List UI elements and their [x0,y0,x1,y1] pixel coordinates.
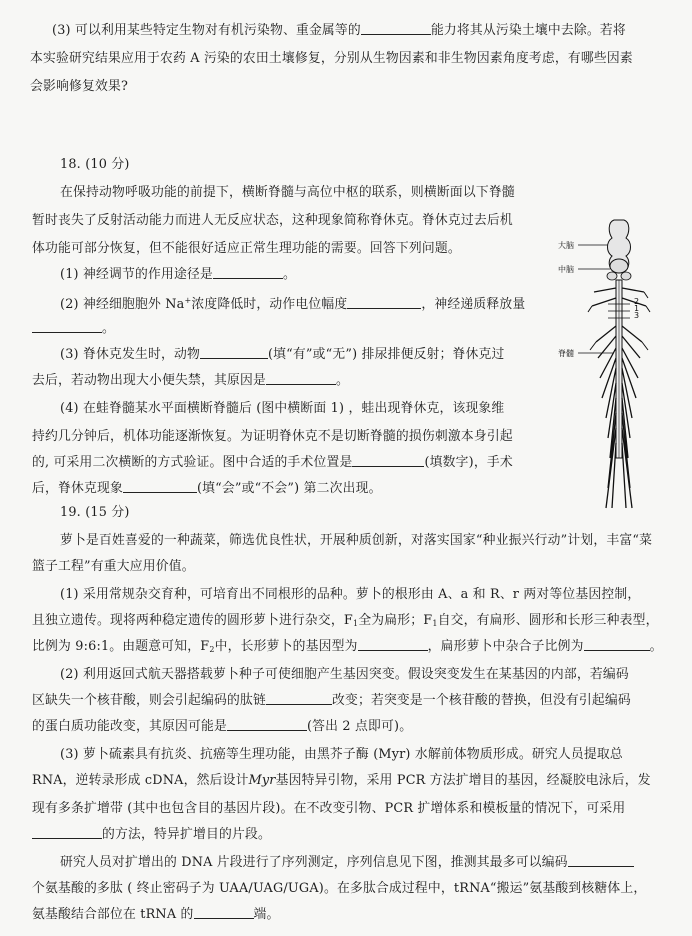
q18-part4-line2: 持约几分钟后，机体功能逐渐恢复。为证明脊休克不是切断脊髓的损伤刺激本身引起 [32,429,513,444]
label-brain: 大脑 [558,241,574,250]
answer-blank [584,638,650,651]
answer-blank [358,638,428,651]
q19-stem-line1: 萝卜是百姓喜爱的一种蔬菜，筛选优良性状，开展种质创新，对落实国家“种业振兴行动”计划，丰富“菜 [60,533,653,548]
q19-part2-line2 [32,692,631,710]
text: 的, 可采用二次横断的方式验证。图中合适的手术位置是 [32,455,353,470]
q18-stem-line2: 暂时丧失了反射活动能力而进人无反应状态，这种现象简称脊休克。脊休克过去后机 [32,213,513,228]
q18-part4-line4 [32,480,382,498]
answer-blank [200,346,268,359]
text: 。 [282,267,296,282]
text: 改变；若突变是一个核苷酸的替换，但没有引起编码 [331,693,631,708]
q19-part4-line3 [32,906,280,924]
text: 全为扁形；F [358,613,433,628]
text: 氨基酸结合部位在 tRNA 的 [32,907,194,922]
q18-stem-line3: 体功能可部分恢复，但不能很好适应正常生理功能的需要。回答下列问题。 [32,241,461,256]
q18-part1 [60,266,296,284]
q18-part3-line1 [60,346,505,364]
text: 后，脊休克现象 [32,481,123,496]
q19-part1-line3 [32,638,663,659]
q18-part4-line1: (4) 在蛙脊髓某水平面横断脊髓后 (图中横断面 1) ，蛙出现脊休克，该现象维 [60,401,505,416]
text: (填“会”或“不会”) 第二次出现。 [196,481,382,496]
answer-blank [352,454,424,467]
q18-part3-line2 [32,372,349,390]
text: (填“有”或“无”) 排尿排便反射；脊休克过 [267,347,505,362]
q19-part2-line1: (2) 利用返回式航天器搭载萝卜种子可使细胞产生基因突变。假设突变发生在某基因的内部，若编码 [60,667,629,682]
text: ，神经递质释放量 [421,297,526,312]
q19-part2-line3 [32,718,412,736]
text: 区缺失一个核苷酸，则会引起编码的肽链 [32,693,266,708]
q19-part3-line4 [32,826,271,844]
text: 能力将其从污染土壤中去除。若将 [430,23,626,38]
q18-header: 18. (10 分) [60,157,130,172]
text: 。 [335,373,349,388]
q18-part4-line3 [32,454,513,472]
text: (3) 脊休克发生时，动物 [60,347,200,362]
text: 基因特异引物，采用 PCR 方法扩增目的基因，经凝胶电泳后，发 [275,773,651,788]
text: 中，长形萝卜的基因型为 [214,639,358,654]
q17-part3-line1 [52,22,626,40]
text: 且独立遗传。现将两种稳定遗传的圆形萝卜进行杂交，F [32,613,354,628]
label-spinal-cord: 脊髓 [558,349,574,358]
answer-blank [123,480,197,493]
text: 自交，有扁形、圆形和长形三种表型， [437,613,659,628]
text: 的方法，特异扩增目的片段。 [102,827,271,842]
q19-part3-line2 [32,772,651,790]
text: 端。 [253,907,280,922]
subscript: 1 [432,619,438,628]
text: (2) 神经细胞胞外 Na [60,297,185,312]
italic-gene-name: Myr [248,773,276,788]
answer-blank [361,22,431,35]
answer-blank [194,906,254,919]
superscript: + [184,296,192,305]
text: 比例为 9:6:1。由题意可知，F [32,639,210,654]
q19-part1-line2 [32,612,659,633]
text: (答出 2 点即可)。 [306,719,413,734]
text: 去后，若动物出现大小便失禁，其原因是 [32,373,266,388]
text: ，扁形萝卜中杂合子比例为 [427,639,584,654]
q19-part3-line3: 现有多条扩增带 (其中也包含目的基因片段)。在不改变引物、PCR 扩增体系和模板量的情况下，可采用 [32,801,626,816]
answer-blank [568,854,634,867]
label-section-3: 3 [634,311,640,320]
answer-blank [32,826,102,839]
subscript: 1 [353,619,359,628]
q18-stem-line1: 在保持动物呼吸功能的前提下，横断脊髓与高位中枢的联系，则横断面以下脊髓 [60,185,515,200]
text: 的蛋白质功能改变，其原因可能是 [32,719,227,734]
answer-blank [347,296,421,309]
text: 。 [102,321,115,336]
answer-blank [266,692,332,705]
q19-part4-line1 [60,854,634,872]
answer-blank [32,320,102,333]
q19-part4-line2: 个氨基酸的多肽 ( 终止密码子为 UAA/UAG/UGA)。在多肽合成过程中，tRNA“搬运”氨基酸到核糖体上， [32,881,647,896]
spinal-cord-diagram [548,208,668,518]
answer-blank [266,372,336,385]
q19-part1-line1: (1) 采用常规杂交育种，可培育出不同根形的品种。萝卜的根形由 A、a 和 R、r 两对等位基因控制， [60,587,641,602]
q19-header: 19. (15 分) [60,505,130,520]
text: 研究人员对扩增出的 DNA 片段进行了序列测定，序列信息见下图，推测其最多可以编码 [60,855,568,870]
q17-part3-line2: 本实验研究结果应用于农药 A 污染的农田土壤修复，分别从生物因素和非生物因素角度考虑，有哪些因素 [30,51,633,66]
text: (填数字)，手术 [424,455,513,470]
text: RNA，逆转录形成 cDNA，然后设计 [32,773,249,788]
text: 浓度降低时，动作电位幅度 [191,297,348,312]
q18-part2-line2 [32,320,115,338]
q17-part3-line3: 会影响修复效果? [30,79,129,94]
text: 。 [649,639,663,654]
text: (3) 可以利用某些特定生物对有机污染物、重金属等的 [52,23,361,38]
text: (1) 神经调节的作用途径是 [60,267,213,282]
q18-part2-line1 [60,292,525,314]
q19-stem-line2: 篮子工程”有重大应用价值。 [32,559,195,574]
label-section-2: 2 [634,297,640,306]
answer-blank [227,718,307,731]
answer-blank [213,266,283,279]
frog-nervous-system-figure [548,208,668,518]
label-midbrain: 中脑 [558,265,574,274]
subscript: 2 [209,645,215,654]
label-section-1: 1 [634,304,640,313]
q19-part3-line1: (3) 萝卜硫素具有抗炎、抗癌等生理功能，由黑芥子酶 (Myr) 水解前体物质形成。研究人员提取总 [60,747,623,762]
